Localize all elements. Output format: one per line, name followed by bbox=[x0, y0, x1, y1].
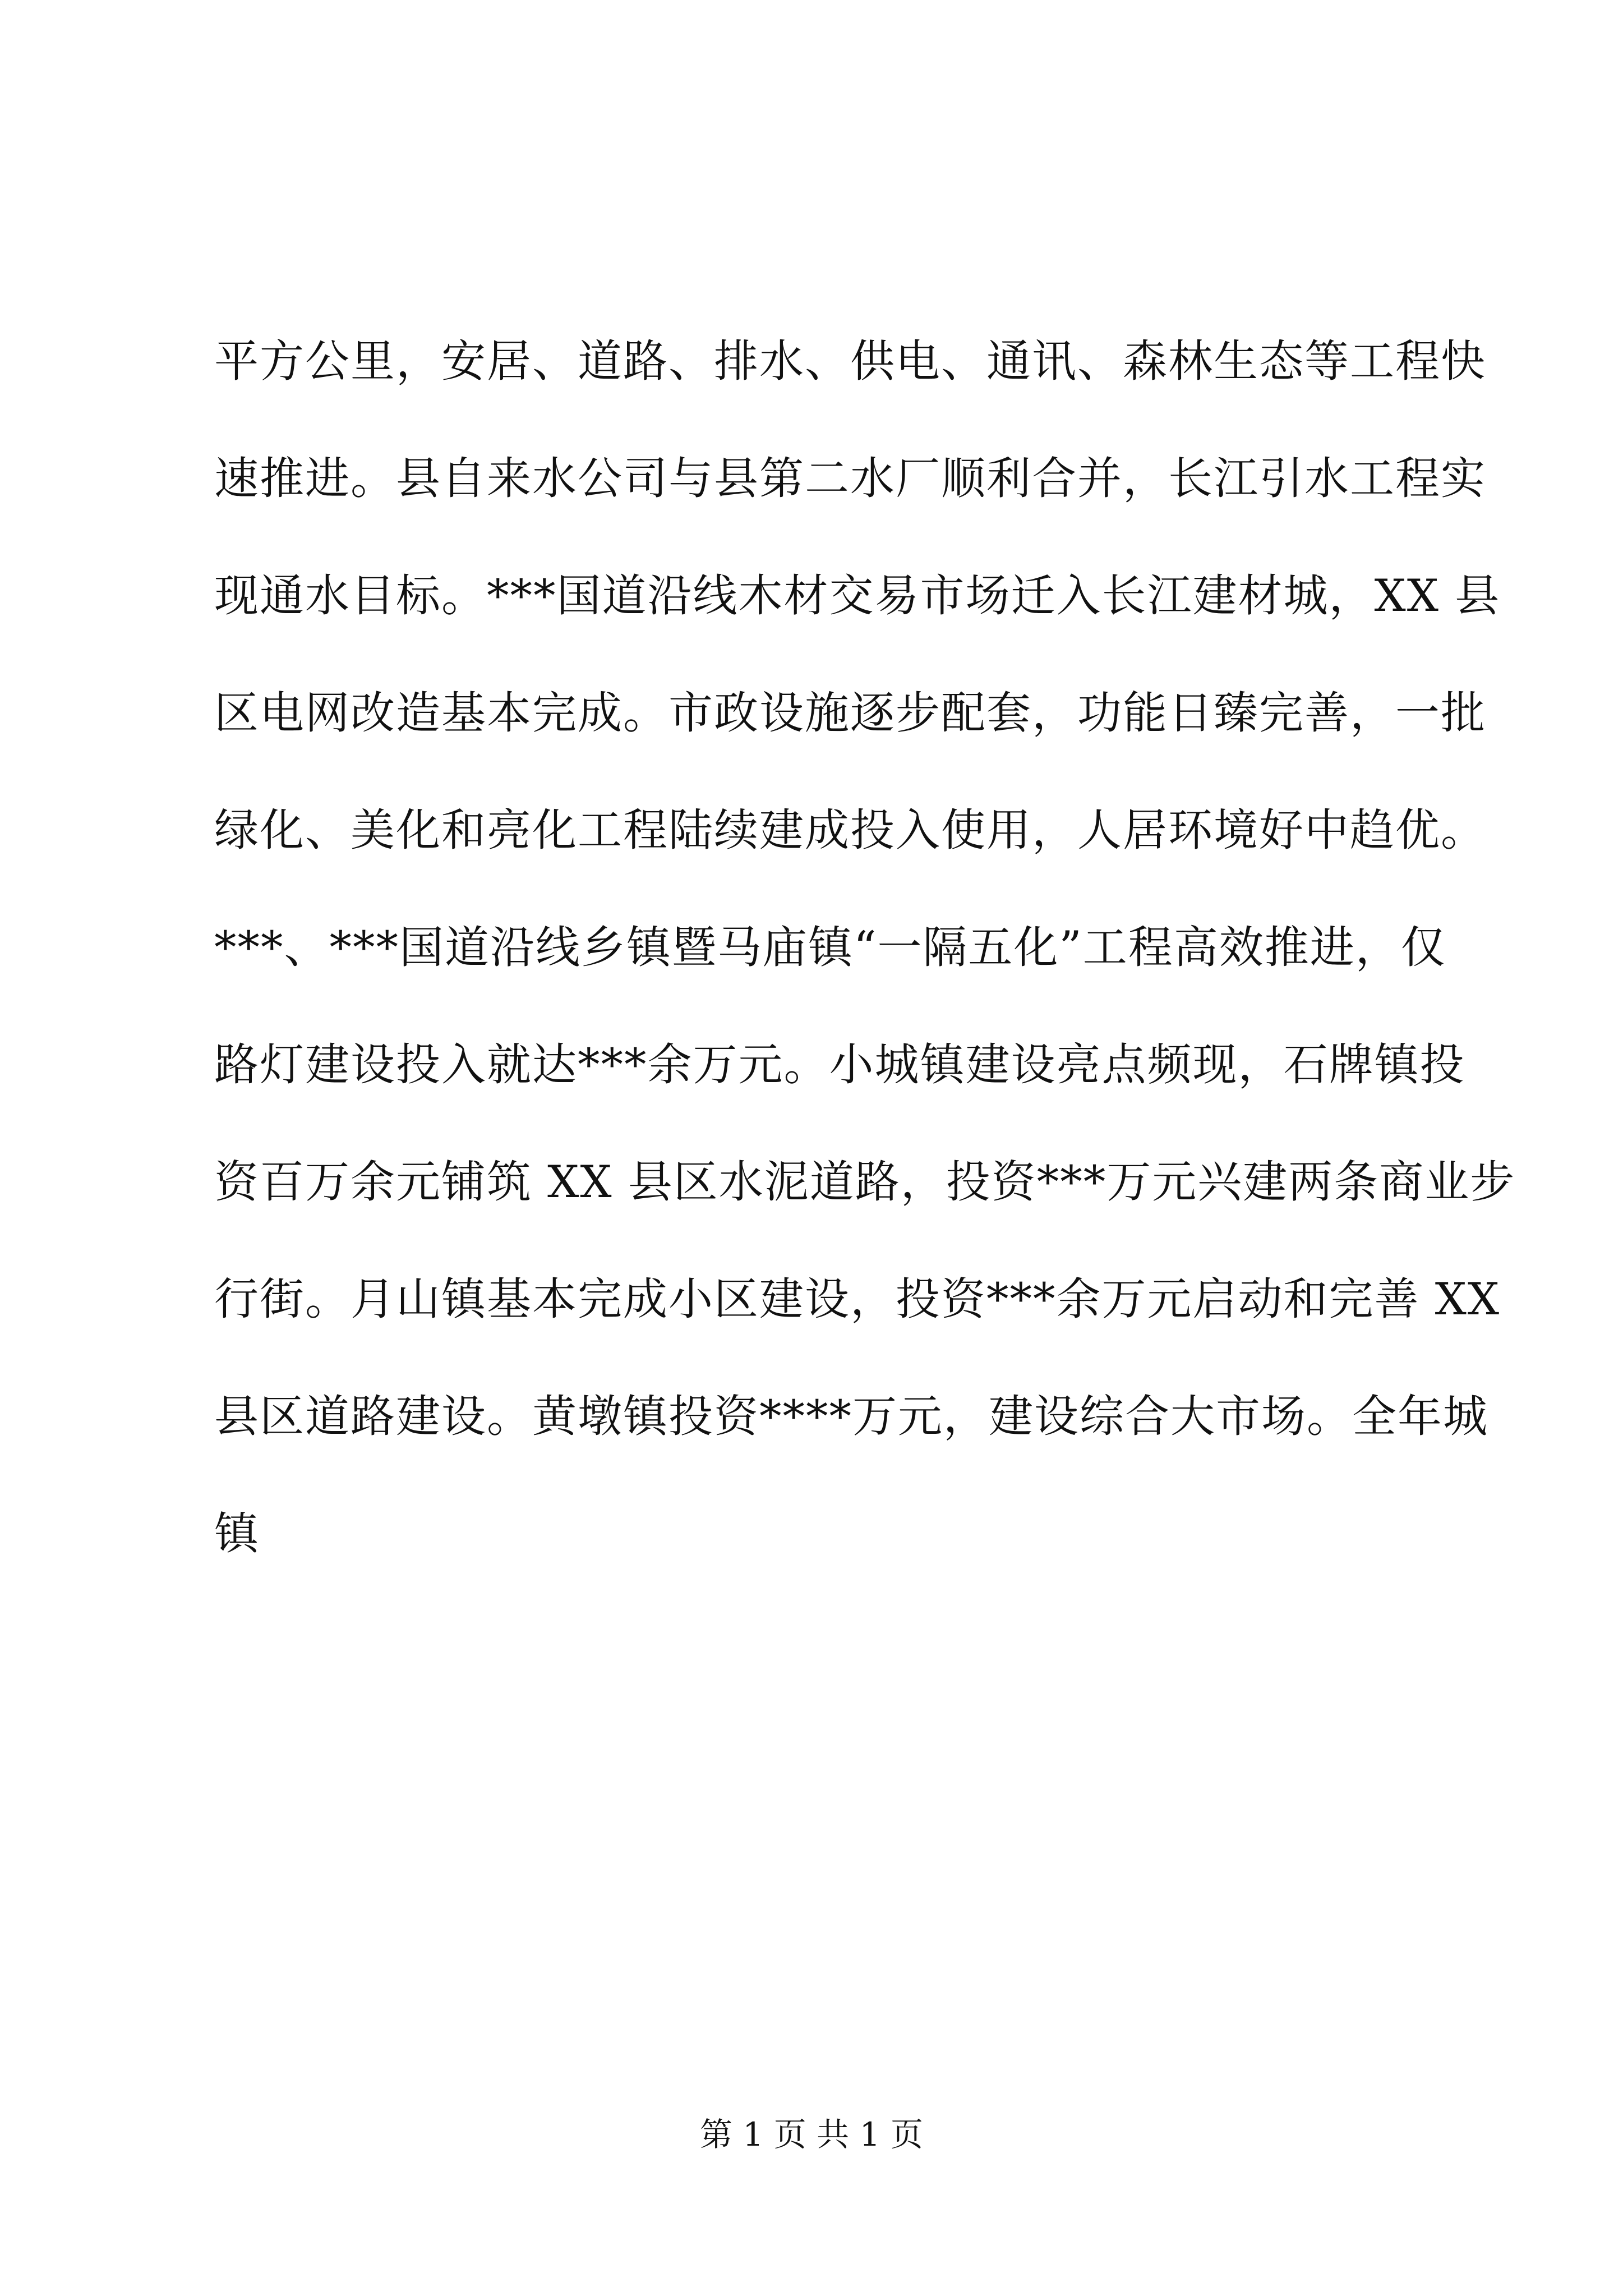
paragraph-line: 路灯建设投入就达***余万元。小城镇建设亮点频现，石牌镇投 bbox=[214, 1039, 1465, 1091]
paragraph-line: 现通水目标。***国道沿线木材交易市场迁入长江建材城，XX 县 bbox=[214, 570, 1501, 622]
paragraph-line: 行街。月山镇基本完成小区建设，投资***余万元启动和完善 XX bbox=[214, 1273, 1501, 1325]
body-paragraph bbox=[214, 303, 1516, 1593]
paragraph-line: 绿化、美化和亮化工程陆续建成投入使用，人居环境好中趋优。 bbox=[214, 804, 1486, 856]
paragraph-line: ***、***国道沿线乡镇暨马庙镇“一隔五化”工程高效推进，仅 bbox=[214, 922, 1446, 973]
paragraph-line: 镇 bbox=[214, 1508, 260, 1559]
paragraph-line: 县区道路建设。黄墩镇投资****万元，建设综合大市场。全年城 bbox=[214, 1391, 1488, 1442]
page-number-label: 第 1 页 共 1 页 bbox=[700, 2115, 923, 2154]
page-footer bbox=[0, 2112, 1623, 2157]
paragraph-line: 平方公里，安居、道路、排水、供电、通讯、森林生态等工程快 bbox=[214, 335, 1486, 387]
paragraph-line: 区电网改造基本完成。市政设施逐步配套，功能日臻完善，一批 bbox=[214, 687, 1486, 739]
paragraph-line: 资百万余元铺筑 XX 县区水泥道路，投资***万元兴建两条商业步 bbox=[214, 1156, 1516, 1208]
paragraph-line: 速推进。县自来水公司与县第二水厂顺利合并，长江引水工程实 bbox=[214, 453, 1486, 504]
